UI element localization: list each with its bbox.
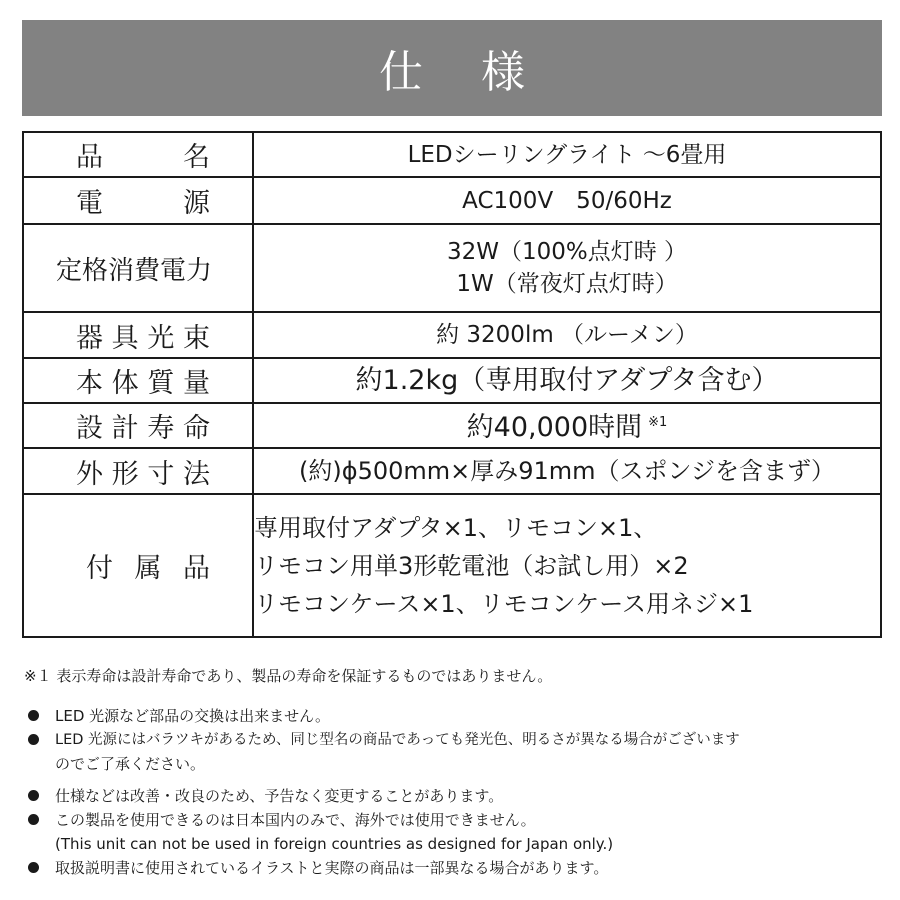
spec-label-char: 寿	[147, 413, 175, 444]
spec-label-char: 源	[183, 188, 210, 219]
page-title: 仕様	[379, 47, 583, 98]
spec-row-design-life	[23, 403, 881, 448]
spec-label-char: 設	[76, 413, 103, 444]
spec-label-char: 法	[182, 458, 210, 490]
note-text: 仕様などは改善・改良のため、予告なく変更することがあります。	[55, 787, 504, 805]
spec-row-luminous-flux	[23, 312, 881, 358]
spec-label-cell	[23, 494, 253, 637]
spec-row-product-name	[23, 132, 881, 177]
spec-label-char: 命	[182, 413, 210, 444]
spec-label-char: 属	[134, 553, 162, 584]
bullet-icon	[28, 710, 39, 721]
note-item	[24, 728, 884, 752]
spec-label-cell	[23, 132, 253, 177]
spec-row-rated-power	[23, 224, 881, 312]
spec-label-char: 体	[111, 368, 139, 399]
spec-label-char: 具	[111, 322, 139, 354]
spec-label-cell	[23, 312, 253, 358]
spec-label-cell	[23, 403, 253, 448]
spec-label-char: 本	[76, 368, 103, 399]
note-item	[24, 784, 884, 808]
spec-table	[22, 131, 882, 638]
bullet-icon	[28, 734, 39, 745]
bullet-icon	[28, 814, 39, 825]
spec-label-cell	[23, 177, 253, 224]
spec-row-weight	[23, 358, 881, 403]
spec-label-char: 品	[76, 142, 103, 173]
spec-label-rated-power: 定格消費電力	[56, 255, 213, 286]
note-item	[24, 704, 884, 728]
footnote: ※１ 表示寿命は設計寿命であり、製品の寿命を保証するものではありません。	[24, 667, 553, 685]
spec-value-product-name: LEDシーリングライト ～6畳用	[253, 132, 881, 177]
spec-label-char: 計	[111, 413, 139, 444]
spec-label-char: 光	[147, 322, 175, 354]
spec-row-power-source	[23, 177, 881, 224]
spec-value-line: 1W（常夜灯点灯時）	[456, 271, 678, 297]
spec-value-line: 32W（100%点灯時 ）	[446, 239, 688, 265]
spec-value-dimensions: (約)ϕ500mm×厚み91mm（スポンジを含まず）	[253, 448, 881, 494]
note-item	[24, 856, 884, 880]
spec-value-rated-power	[253, 224, 881, 312]
note-english: (This unit can not be used in foreign countries as designed for Japan only.)	[55, 835, 614, 853]
accessory-line: 専用取付アダプタ×1、リモコン×1、	[254, 513, 658, 542]
spec-value-weight: 約1.2kg（専用取付アダプタ含む）	[253, 358, 881, 403]
spec-value-design-life	[253, 403, 881, 448]
spec-label-char: 品	[183, 553, 210, 584]
note-item	[24, 808, 884, 832]
spec-value-luminous-flux: 約 3200lm （ルーメン）	[253, 312, 881, 358]
spec-label-char: 質	[147, 368, 175, 399]
note-text: この製品を使用できるのは日本国内のみで、海外では使用できません。	[55, 811, 536, 829]
accessory-line: リモコン用単3形乾電池（お試し用）×2	[254, 551, 689, 580]
notes-section	[24, 664, 884, 880]
spec-label-cell	[23, 358, 253, 403]
note-text: LED 光源など部品の交換は出来ません。	[55, 707, 331, 725]
bullet-icon	[28, 862, 39, 873]
accessory-line: リモコンケース×1、リモコンケース用ネジ×1	[254, 589, 754, 618]
footnote-mark: ※1	[648, 415, 668, 430]
spec-row-accessories	[23, 494, 881, 637]
spec-label-char: 形	[111, 458, 139, 490]
spec-label-cell	[23, 448, 253, 494]
note-text: 取扱説明書に使用されているイラストと実際の商品は一部異なる場合があります。	[55, 859, 609, 877]
spec-label-char: 付	[86, 553, 113, 584]
spec-label-cell	[23, 224, 253, 312]
spec-label-char: 名	[183, 142, 210, 173]
bullet-icon	[28, 790, 39, 801]
spec-label-char: 寸	[147, 458, 175, 490]
spec-value-accessories	[253, 494, 881, 637]
spec-value-text: 約40,000時間	[466, 412, 643, 443]
note-continuation: のでご了承ください。	[55, 755, 206, 773]
spec-label-char: 量	[182, 368, 210, 399]
note-text: LED 光源にはバラツキがあるため、同じ型名の商品であっても発光色、明るさが異なる場合がございます	[55, 732, 740, 748]
spec-label-char: 束	[182, 322, 210, 354]
spec-row-dimensions	[23, 448, 881, 494]
spec-label-char: 外	[76, 458, 103, 490]
spec-label-char: 器	[76, 322, 103, 354]
title-bar	[22, 20, 882, 116]
spec-label-char: 電	[76, 188, 103, 219]
spec-value-power-source: AC100V 50/60Hz	[253, 177, 881, 224]
